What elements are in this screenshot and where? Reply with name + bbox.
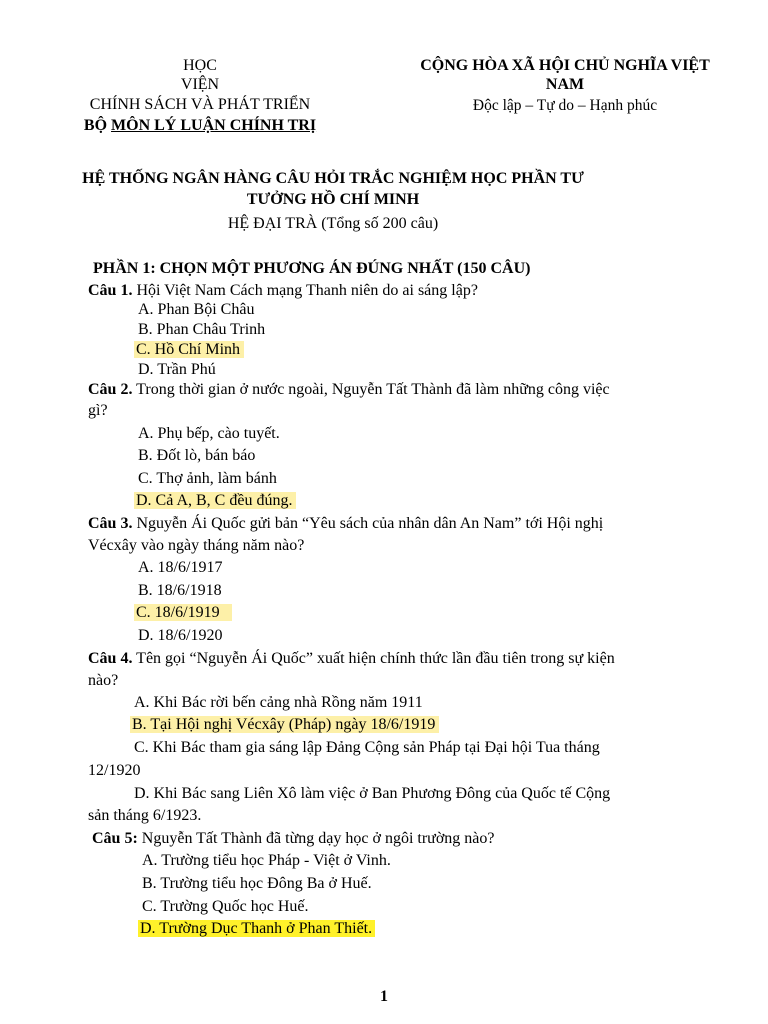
question-text: Tên gọi “Nguyễn Ái Quốc” xuất hiện chính thức lần đầu tiên trong sự kiện	[132, 650, 615, 667]
option-4c: C. Khi Bác tham gia sáng lập Đảng Cộng sản Pháp tại Đại hội Tua tháng	[134, 739, 600, 756]
option-4d-continued: sản tháng 6/1923.	[88, 807, 202, 824]
option-4d: D. Khi Bác sang Liên Xô làm việc ở Ban Phương Đông của Quốc tế Cộng	[134, 785, 611, 802]
department-name: BỘ MÔN LÝ LUẬN CHÍNH TRỊ	[83, 117, 317, 134]
option-3c-answer: C. 18/6/1919	[134, 603, 232, 623]
option-2c: C. Thợ ảnh, làm bánh	[138, 470, 277, 487]
option-3a: A. 18/6/1917	[138, 559, 223, 576]
question-1	[88, 281, 478, 301]
option-1b: B. Phan Châu Trinh	[138, 321, 266, 338]
option-1c-answer: C. Hồ Chí Minh	[134, 340, 244, 360]
institution-line-2: VIỆN	[180, 76, 220, 93]
document-title-line-1: HỆ THỐNG NGÂN HÀNG CÂU HỎI TRẮC NGHIỆM HỌC PHẦN TƯ	[82, 170, 584, 187]
option-3d: D. 18/6/1920	[138, 627, 223, 644]
question-text: Trong thời gian ở nước ngoài, Nguyễn Tất Thành đã làm những công việc	[132, 381, 610, 398]
option-5c: C. Trường Quốc học Huế.	[142, 898, 309, 915]
option-5d-answer: D. Trường Dục Thanh ở Phan Thiết.	[138, 919, 375, 939]
option-2a: A. Phụ bếp, cào tuyết.	[138, 425, 280, 442]
option-4c-continued: 12/1920	[88, 762, 141, 779]
question-3	[88, 514, 603, 534]
option-3b: B. 18/6/1918	[138, 582, 222, 599]
country-name-line-1: CỘNG HÒA XÃ HỘI CHỦ NGHĨA VIỆT	[420, 57, 710, 74]
question-label: Câu 5:	[92, 830, 138, 847]
question-4	[88, 649, 615, 669]
option-5b: B. Trường tiểu học Đông Ba ở Huế.	[142, 875, 372, 892]
question-2	[88, 380, 610, 400]
question-text: Hội Việt Nam Cách mạng Thanh niên do ai sáng lập?	[132, 282, 478, 299]
question-label: Câu 3.	[88, 515, 133, 532]
question-text: Nguyễn Ái Quốc gửi bản “Yêu sách của nhân dân An Nam” tới Hội nghị	[132, 515, 604, 532]
question-5	[92, 829, 495, 849]
document-title-line-2: TƯỞNG HỒ CHÍ MINH	[246, 191, 420, 208]
option-1a: A. Phan Bội Châu	[138, 301, 255, 318]
option-1d: D. Trần Phú	[138, 361, 216, 378]
question-label: Câu 4.	[88, 650, 133, 667]
question-4-continued: nào?	[88, 672, 119, 689]
question-label: Câu 2.	[88, 381, 133, 398]
option-2d-answer: D. Cả A, B, C đều đúng.	[134, 491, 296, 511]
question-3-continued: Vécxây vào ngày tháng năm nào?	[88, 537, 305, 554]
document-subtitle: HỆ ĐẠI TRÀ (Tổng số 200 câu)	[227, 215, 439, 232]
national-motto: Độc lập – Tự do – Hạnh phúc	[472, 97, 658, 114]
institution-line-3: CHÍNH SÁCH VÀ PHÁT TRIỂN	[89, 96, 311, 113]
institution-line-1: HỌC	[183, 57, 217, 74]
option-5a: A. Trường tiểu học Pháp - Việt ở Vinh.	[142, 852, 391, 869]
country-name-line-2: NAM	[545, 76, 585, 93]
option-2b: B. Đốt lò, bán báo	[138, 447, 256, 464]
section-heading: PHẦN 1: CHỌN MỘT PHƯƠNG ÁN ĐÚNG NHẤT (150 CÂU)	[93, 260, 531, 277]
question-text: Nguyễn Tất Thành đã từng dạy học ở ngôi trường nào?	[137, 830, 495, 847]
question-2-continued: gì?	[88, 402, 108, 419]
option-4a: A. Khi Bác rời bến cảng nhà Rồng năm 1911	[134, 694, 423, 711]
question-label: Câu 1.	[88, 282, 133, 299]
option-4b-answer: B. Tại Hội nghị Vécxây (Pháp) ngày 18/6/1919	[130, 715, 439, 735]
page-number: 1	[380, 988, 388, 1005]
